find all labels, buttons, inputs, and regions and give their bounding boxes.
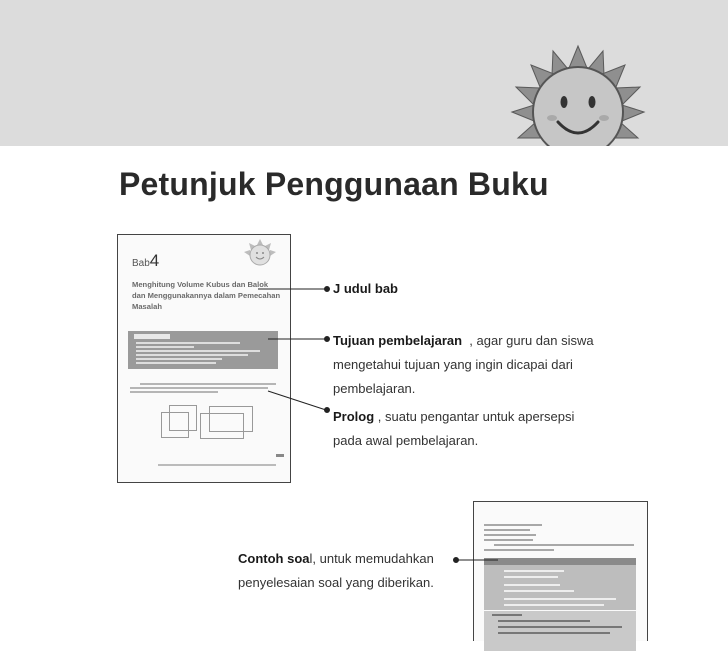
page-title: Petunjuk Penggunaan Buku	[119, 166, 549, 202]
example-problem-callout: Contoh soal, untuk memudahkan penyelesaian soal yang diberikan.	[238, 551, 434, 590]
chapter-title-callout: J udul bab	[333, 281, 398, 296]
chapter-title: Menghitung Volume Kubus dan Balok dan Menggunakannya dalam Pemecahan Masalah	[132, 280, 281, 311]
learning-objectives-callout: Tujuan pembelajaran , agar guru dan siswa mengetahui tujuan yang ingin dicapai dari pembelajaran.	[333, 333, 594, 396]
prolog-callout: Prolog , suatu pengantar untuk apersepsi pada awal pembelajaran.	[333, 409, 575, 448]
chapter-number: Bab4	[132, 251, 160, 270]
